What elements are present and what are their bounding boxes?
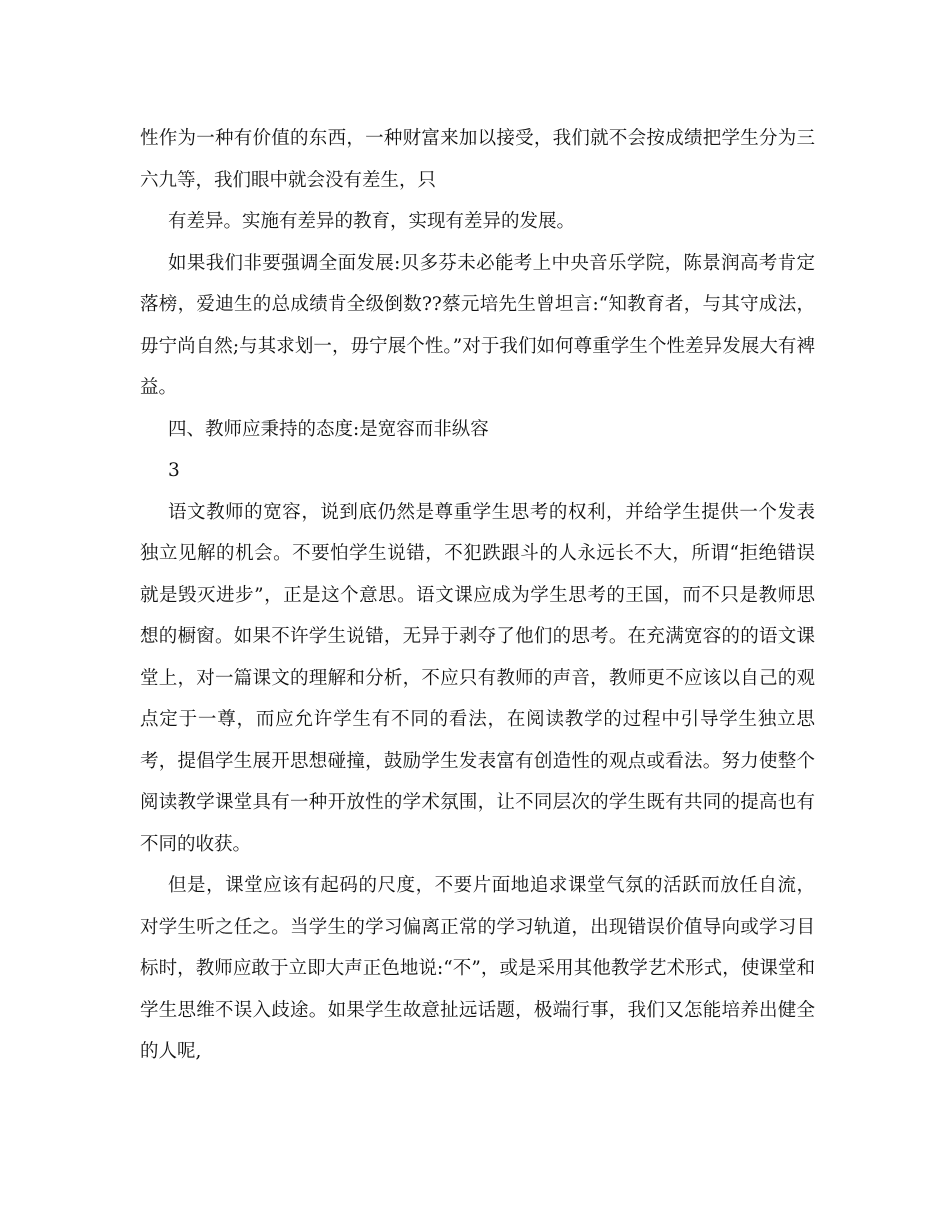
page-number: 3 bbox=[168, 460, 180, 481]
paragraph-all-round-development: 如果我们非要强调全面发展:贝多芬未必能考上中央音乐学院，陈景润高考肯定落榜，爱迪生的总成绩肯全级倒数??蔡元培先生曾坦言:“知教育者，与其守成法，毋宁尚自然;与其求划一，毋宁展个性。”对于我们如何尊重学生个性差异发展大有裨益。 bbox=[140, 252, 815, 398]
paragraph-tolerance: 语文教师的宽容，说到底仍然是尊重学生思考的权利，并给学生提供一个发表独立见解的机会。不要怕学生说错，不犯跌跟斗的人永远长不大，所谓“拒绝错误就是毁灭进步”，正是这个意思。语文课应成为学生思考的王国，而不只是教师思想的橱窗。如果不许学生说错，无异于剥夺了他们的思考。在充满宽容的的语文课堂上，对一篇课文的理解和分析，不应只有教师的声音，教师更不应该以自己的观点定于一尊，而应允许学生有不同的看法，在阅读教学的过程中引导学生独立思考，提倡学生展开思想碰撞，鼓励学生发表富有创造性的观点或看法。努力使整个阅读教学课堂具有一种开放性的学术氛围，让不同层次的学生既有共同的提高也有不同的收获。 bbox=[140, 501, 815, 855]
document-page bbox=[140, 118, 815, 1073]
section-heading-teacher-attitude: 四、教师应秉持的态度:是宽容而非纵容 bbox=[168, 418, 489, 440]
paragraph-classroom-limits: 但是，课堂应该有起码的尺度，不要片面地追求课堂气氛的活跃而放任自流，对学生听之任之。当学生的学习偏离正常的学习轨道，出现错误价值导向或学习目标时，教师应敢于立即大声正色地说:“不”，或是采用其他教学艺术形式，使课堂和学生思维不误入歧途。如果学生故意扯远话题，极端行事，我们又怎能培养出健全的人呢, bbox=[140, 875, 815, 1062]
paragraph-continuation: 性作为一种有价值的东西，一种财富来加以接受，我们就不会按成绩把学生分为三六九等，我们眼中就会没有差生，只 bbox=[140, 128, 815, 191]
paragraph-difference: 有差异。实施有差异的教育，实现有差异的发展。 bbox=[168, 211, 576, 232]
